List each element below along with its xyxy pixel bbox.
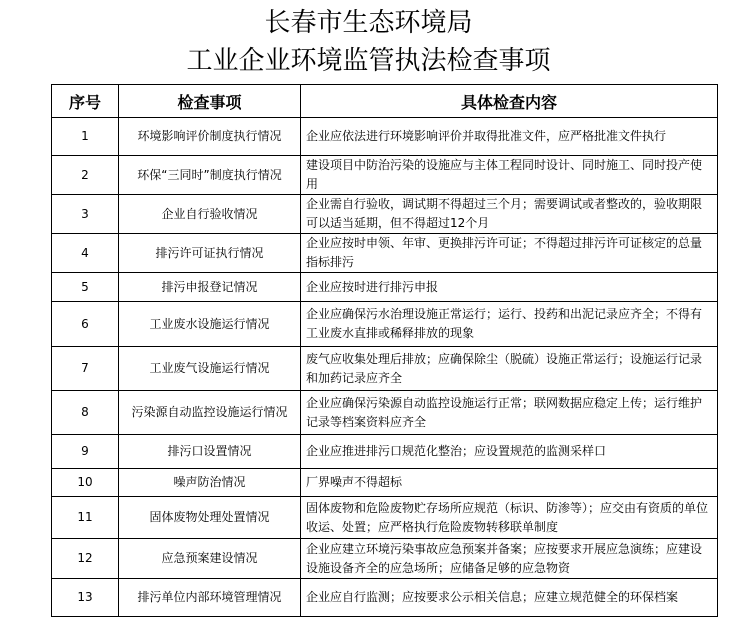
column-header-content: 具体检查内容 (301, 85, 718, 118)
row-content: 废气应收集处理后排放；应确保除尘（脱硫）设施正常运行；设施运行记录和加药记录应齐全 (301, 347, 718, 391)
row-number: 6 (52, 302, 119, 347)
table-row (52, 273, 718, 302)
row-number: 1 (52, 118, 119, 156)
row-number: 3 (52, 195, 119, 234)
table-row (52, 302, 718, 347)
row-item: 固体废物处理处置情况 (119, 497, 301, 539)
row-number: 11 (52, 497, 119, 539)
row-item: 排污申报登记情况 (119, 273, 301, 302)
row-content: 企业应按时进行排污申报 (301, 273, 718, 302)
row-item: 工业废气设施运行情况 (119, 347, 301, 391)
page-title: 长春市生态环境局 (264, 8, 473, 38)
row-item: 排污许可证执行情况 (119, 234, 301, 273)
table-row (52, 156, 718, 195)
row-item: 工业废水设施运行情况 (119, 302, 301, 347)
row-number: 4 (52, 234, 119, 273)
row-content: 固体废物和危险废物贮存场所应规范（标识、防渗等）；应交由有资质的单位收运、处置；应严格执行危险废物转移联单制度 (301, 497, 718, 539)
row-number: 2 (52, 156, 119, 195)
column-header-item: 检查事项 (119, 85, 301, 118)
row-content: 企业应建立环境污染事故应急预案并备案；应按要求开展应急演练；应建设设施设备齐全的应急场所；应储备足够的应急物资 (301, 539, 718, 579)
table-row (52, 539, 718, 579)
table-row (52, 497, 718, 539)
row-number: 12 (52, 539, 119, 579)
row-content: 企业应按时申领、年审、更换排污许可证；不得超过排污许可证核定的总量指标排污 (301, 234, 718, 273)
table-row (52, 195, 718, 234)
row-item: 污染源自动监控设施运行情况 (119, 391, 301, 435)
row-item: 应急预案建设情况 (119, 539, 301, 579)
row-content: 企业应推进排污口规范化整治；应设置规范的监测采样口 (301, 435, 718, 469)
column-header-no: 序号 (52, 85, 119, 118)
row-content: 企业应依法进行环境影响评价并取得批准文件，应严格批准文件执行 (301, 118, 718, 156)
row-number: 10 (52, 469, 119, 497)
row-item: 排污单位内部环境管理情况 (119, 579, 301, 617)
inspection-table (51, 84, 718, 617)
row-item: 排污口设置情况 (119, 435, 301, 469)
table-row (52, 435, 718, 469)
row-item: 企业自行验收情况 (119, 195, 301, 234)
row-content: 建设项目中防治污染的设施应与主体工程同时设计、同时施工、同时投产使用 (301, 156, 718, 195)
table-row (52, 347, 718, 391)
row-content: 企业应确保污水治理设施正常运行；运行、投药和出泥记录应齐全；不得有工业废水直排或稀释排放的现象 (301, 302, 718, 347)
page-subtitle: 工业企业环境监管执法检查事项 (186, 46, 551, 76)
row-number: 9 (52, 435, 119, 469)
table-header-row (52, 85, 718, 118)
row-content: 厂界噪声不得超标 (301, 469, 718, 497)
row-content: 企业应确保污染源自动监控设施运行正常；联网数据应稳定上传；运行维护记录等档案资料应齐全 (301, 391, 718, 435)
table-row (52, 579, 718, 617)
table-row (52, 234, 718, 273)
row-item: 环境影响评价制度执行情况 (119, 118, 301, 156)
row-number: 7 (52, 347, 119, 391)
table-row (52, 391, 718, 435)
row-content: 企业需自行验收，调试期不得超过三个月；需要调试或者整改的，验收期限可以适当延期，但不得超过12个月 (301, 195, 718, 234)
row-number: 13 (52, 579, 119, 617)
table-row (52, 469, 718, 497)
row-number: 5 (52, 273, 119, 302)
row-item: 噪声防治情况 (119, 469, 301, 497)
row-number: 8 (52, 391, 119, 435)
table-row (52, 118, 718, 156)
row-content: 企业应自行监测；应按要求公示相关信息；应建立规范健全的环保档案 (301, 579, 718, 617)
row-item: 环保“三同时”制度执行情况 (119, 156, 301, 195)
